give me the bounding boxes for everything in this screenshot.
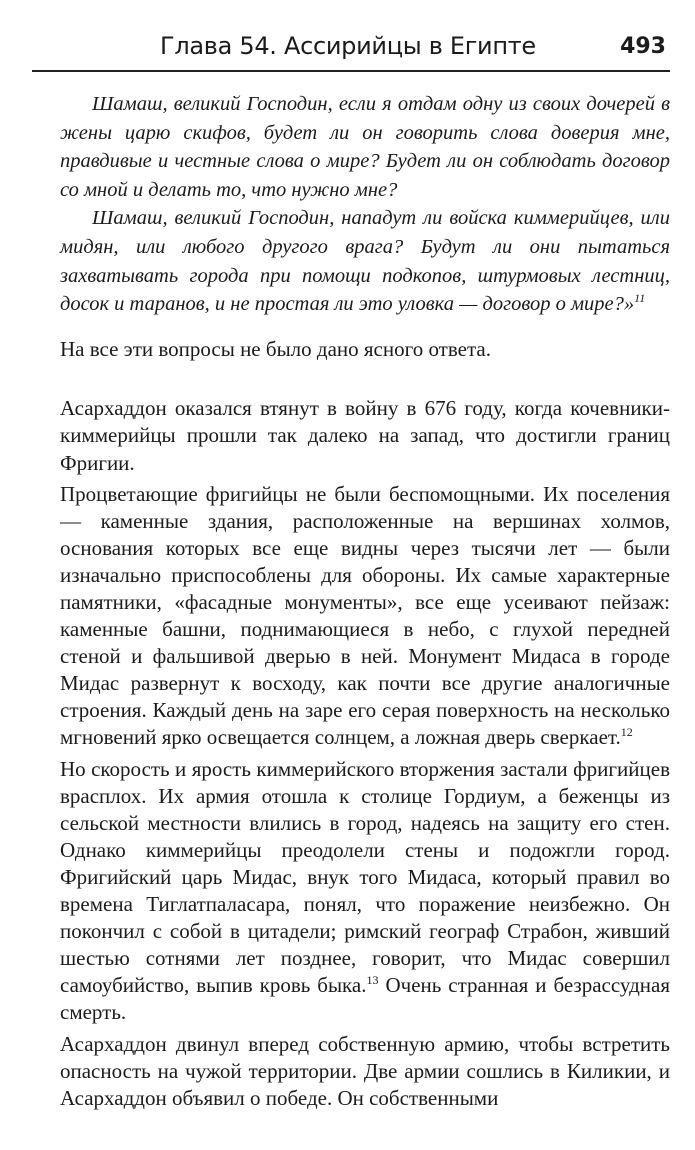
footnote-ref-13: 13 (366, 973, 379, 988)
footnote-ref-11: 11 (634, 291, 646, 306)
body-paragraph-text: Но скорость и ярость киммерийского вторжения застали фригийцев врасплох. Их армия отошла к столице Гордиум, а беженцы из сельской местности влились в город, надеясь на защиту его стен. Однако киммерийцы преодолели стены и подожгли город. Фригийский царь Мидас, внук того Мидаса, который правил во времена Тиглатпаласара, понял, что поражение неизбежно. Он покончил с собой в цитадели; римский географ Страбон, живший шестью сотнями лет позднее, говорит, что Мидас совершил самоубийство, выпив кровь быка. (60, 756, 670, 998)
quote-paragraph-text: Шамаш, великий Господин, нападут ли войска киммерийцев, или мидян, или любого другого врага? Будут ли они пытаться захватывать города при помощи подкопов, штурмовых лестниц, досок и таранов, и не простая ли это уловка — договор о мире?» (60, 207, 670, 316)
body-paragraph: Асархаддон оказался втянут в войну в 676 году, когда кочевники-киммерийцы прошли так далеко на запад, что достигли границ Фригии. (60, 396, 670, 475)
body-paragraph-text: Очень странная и безрассудная смерть. (60, 973, 670, 1025)
body-paragraph: Асархаддон двинул вперед собственную армию, чтобы встретить опасность на чужой территории. Две армии сошлись в Киликии, и Асархаддон объявил о победе. Он собственными (60, 1031, 670, 1110)
quoted-prayer (60, 90, 670, 319)
body-paragraph (60, 481, 670, 752)
quote-paragraph (60, 204, 670, 318)
page-content (60, 90, 670, 1112)
body-paragraph-text: Процветающие фригийцы не были беспомощными. Их поселения — каменные здания, расположенные на вершинах холмов, основания которых все еще видны через тысячи лет — были изначально приспособлены для обороны. Их самые характерные памятники, «фасадные монументы», все еще усеивают пейзаж: каменные башни, поднимающиеся в небо, с глухой передней стеной и фальшивой дверью в ней. Монумент Мидаса в городе Мидас развернут к восходу, как почти все другие аналогичные строения. Каждый день на заре его серая поверхность на несколько мгновений ярко освещается солнцем, а ложная дверь сверкает. (60, 481, 670, 750)
chapter-title: Глава 54. Ассирийцы в Египте (160, 32, 536, 60)
body-paragraph (60, 756, 670, 1027)
footnote-ref-12: 12 (620, 725, 633, 740)
quote-paragraph: Шамаш, великий Господин, если я отдам одну из своих дочерей в жены царю скифов, будет ли он говорить слова доверия мне, правдивые и честные слова о мире? Будет ли он соблюдать договор со мной и делать то, что нужно мне? (60, 93, 670, 201)
page-number: 493 (620, 34, 666, 59)
body-text (60, 395, 670, 1111)
page-header (32, 30, 670, 72)
summary-line: На все эти вопросы не было дано ясного ответа. (60, 336, 491, 361)
